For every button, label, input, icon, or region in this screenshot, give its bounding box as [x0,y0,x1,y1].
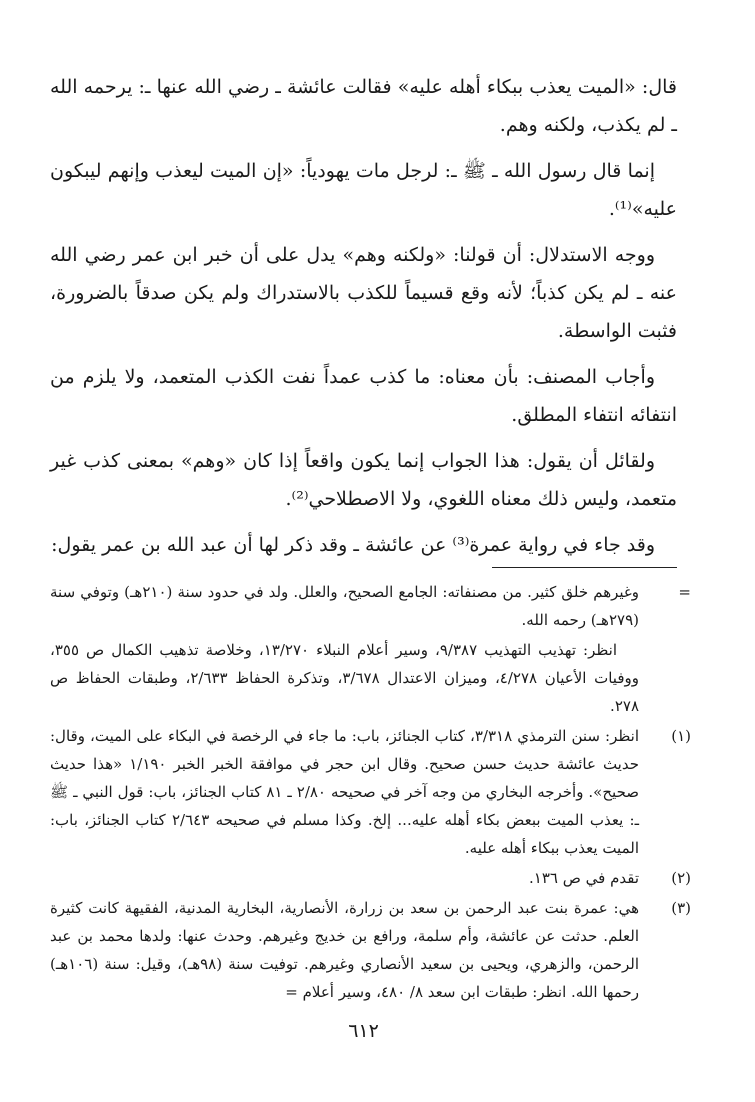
paragraph: إنما قال رسول الله ـ ﷺ ـ: لرجل مات يهودياً: «إن الميت ليعذب وإنهم ليبكون عليه»⁽¹⁾. [50,160,677,220]
footnote-text: وغيرهم خلق كثير. من مصنفاته: الجامع الصحيح، والعلل. ولد في حدود سنة (٢١٠هـ) وتوفي سنة (٢٧٩هـ) رحمه الله. [50,583,640,629]
footnote-item [50,722,691,862]
footnote-text: انظر: تهذيب التهذيب ٩/٣٨٧، وسير أعلام النبلاء ١٣/٢٧٠، وخلاصة تذهيب الكمال ص ٣٥٥، ووفيات الأعيان ٤/٢٧٨، وميزان الاعتدال ٣/٦٧٨، وتذكرة الحفاظ ٢/٦٣٣، وطبقات الحفاظ ص ٢٧٨. [50,641,639,715]
paragraph: قال: «الميت يعذب ببكاء أهله عليه» فقالت عائشة ـ رضي الله عنها ـ: يرحمه الله ـ لم يكذب، ولكنه وهم. [50,76,677,136]
paragraph: وقد جاء في رواية عمرة⁽³⁾ عن عائشة ـ وقد ذكر لها أن عبد الله بن عمر يقول: [51,534,655,556]
footnote-divider [492,567,677,568]
paragraph: وأجاب المصنف: بأن معناه: ما كذب عمداً نفت الكذب المتعمد، ولا يلزم من انتفائه انتفاء المطلق. [50,366,677,426]
main-text [50,68,677,572]
footnote-text: تقدم في ص ١٣٦. [529,869,639,887]
footnote-continuation [50,578,691,634]
footnote-item [50,864,691,892]
continuation-marker: = [678,583,691,601]
footnote-number: (٢) [671,869,691,887]
footnote-sources [50,636,677,720]
footnote-text: هي: عمرة بنت عبد الرحمن بن سعد بن زرارة، الأنصارية، البخارية المدنية، الفقيهة كانت كثيرة العلم. حدثت عن عائشة، وأم سلمة، ورافع بن خديج وغيرهم. وحدث عنها: ولدها محمد بن عبد الرحمن، والزهري، ويحيى بن سعيد الأنصاري وغيرهم. توفيت سنة (٩٨هـ)، وقيل: سنة (١٠٦هـ) رحمها الله. انظر: طبقات ابن سعد ٨/ ٤٨٠، وسير أعلام = [50,899,639,1001]
footnote-number: (٣) [671,899,691,917]
footnote-item [50,894,691,1006]
footnote-text: انظر: سنن الترمذي ٣/٣١٨، كتاب الجنائز، باب: ما جاء في الرخصة في البكاء على الميت، وقال: حديث عائشة حديث حسن صحيح. وقال ابن حجر في موافقة الخبر الخبر ١/١٩٠ «هذا حديث صحيح». وأخرجه البخاري من وجه آخر في صحيحه ٢/٨٠ ـ ٨١ كتاب الجنائز، باب: قول النبي ـ ﷺ ـ: يعذب الميت ببعض بكاء أهله عليه... إلخ. وكذا مسلم في صحيحه ٢/٦٤٣ كتاب الجنائز، باب: الميت يعذب ببكاء أهله عليه. [50,727,639,857]
footnotes [50,578,691,1008]
footnote-number: (١) [671,727,691,745]
page-number: ٦١٢ [348,1020,379,1042]
paragraph: ولقائل أن يقول: هذا الجواب إنما يكون واقعاً إذا كان «وهم» بمعنى كذب غير متعمد، وليس ذلك معناه اللغوي، ولا الاصطلاحي⁽²⁾. [50,450,677,510]
paragraph: ووجه الاستدلال: أن قولنا: «ولكنه وهم» يدل على أن خبر ابن عمر رضي الله عنه ـ لم يكن كذباً؛ لأنه وقع قسيماً للكذب بالاستدراك ولم يكن صدقاً بالضرورة، فثبت الواسطة. [50,244,677,342]
